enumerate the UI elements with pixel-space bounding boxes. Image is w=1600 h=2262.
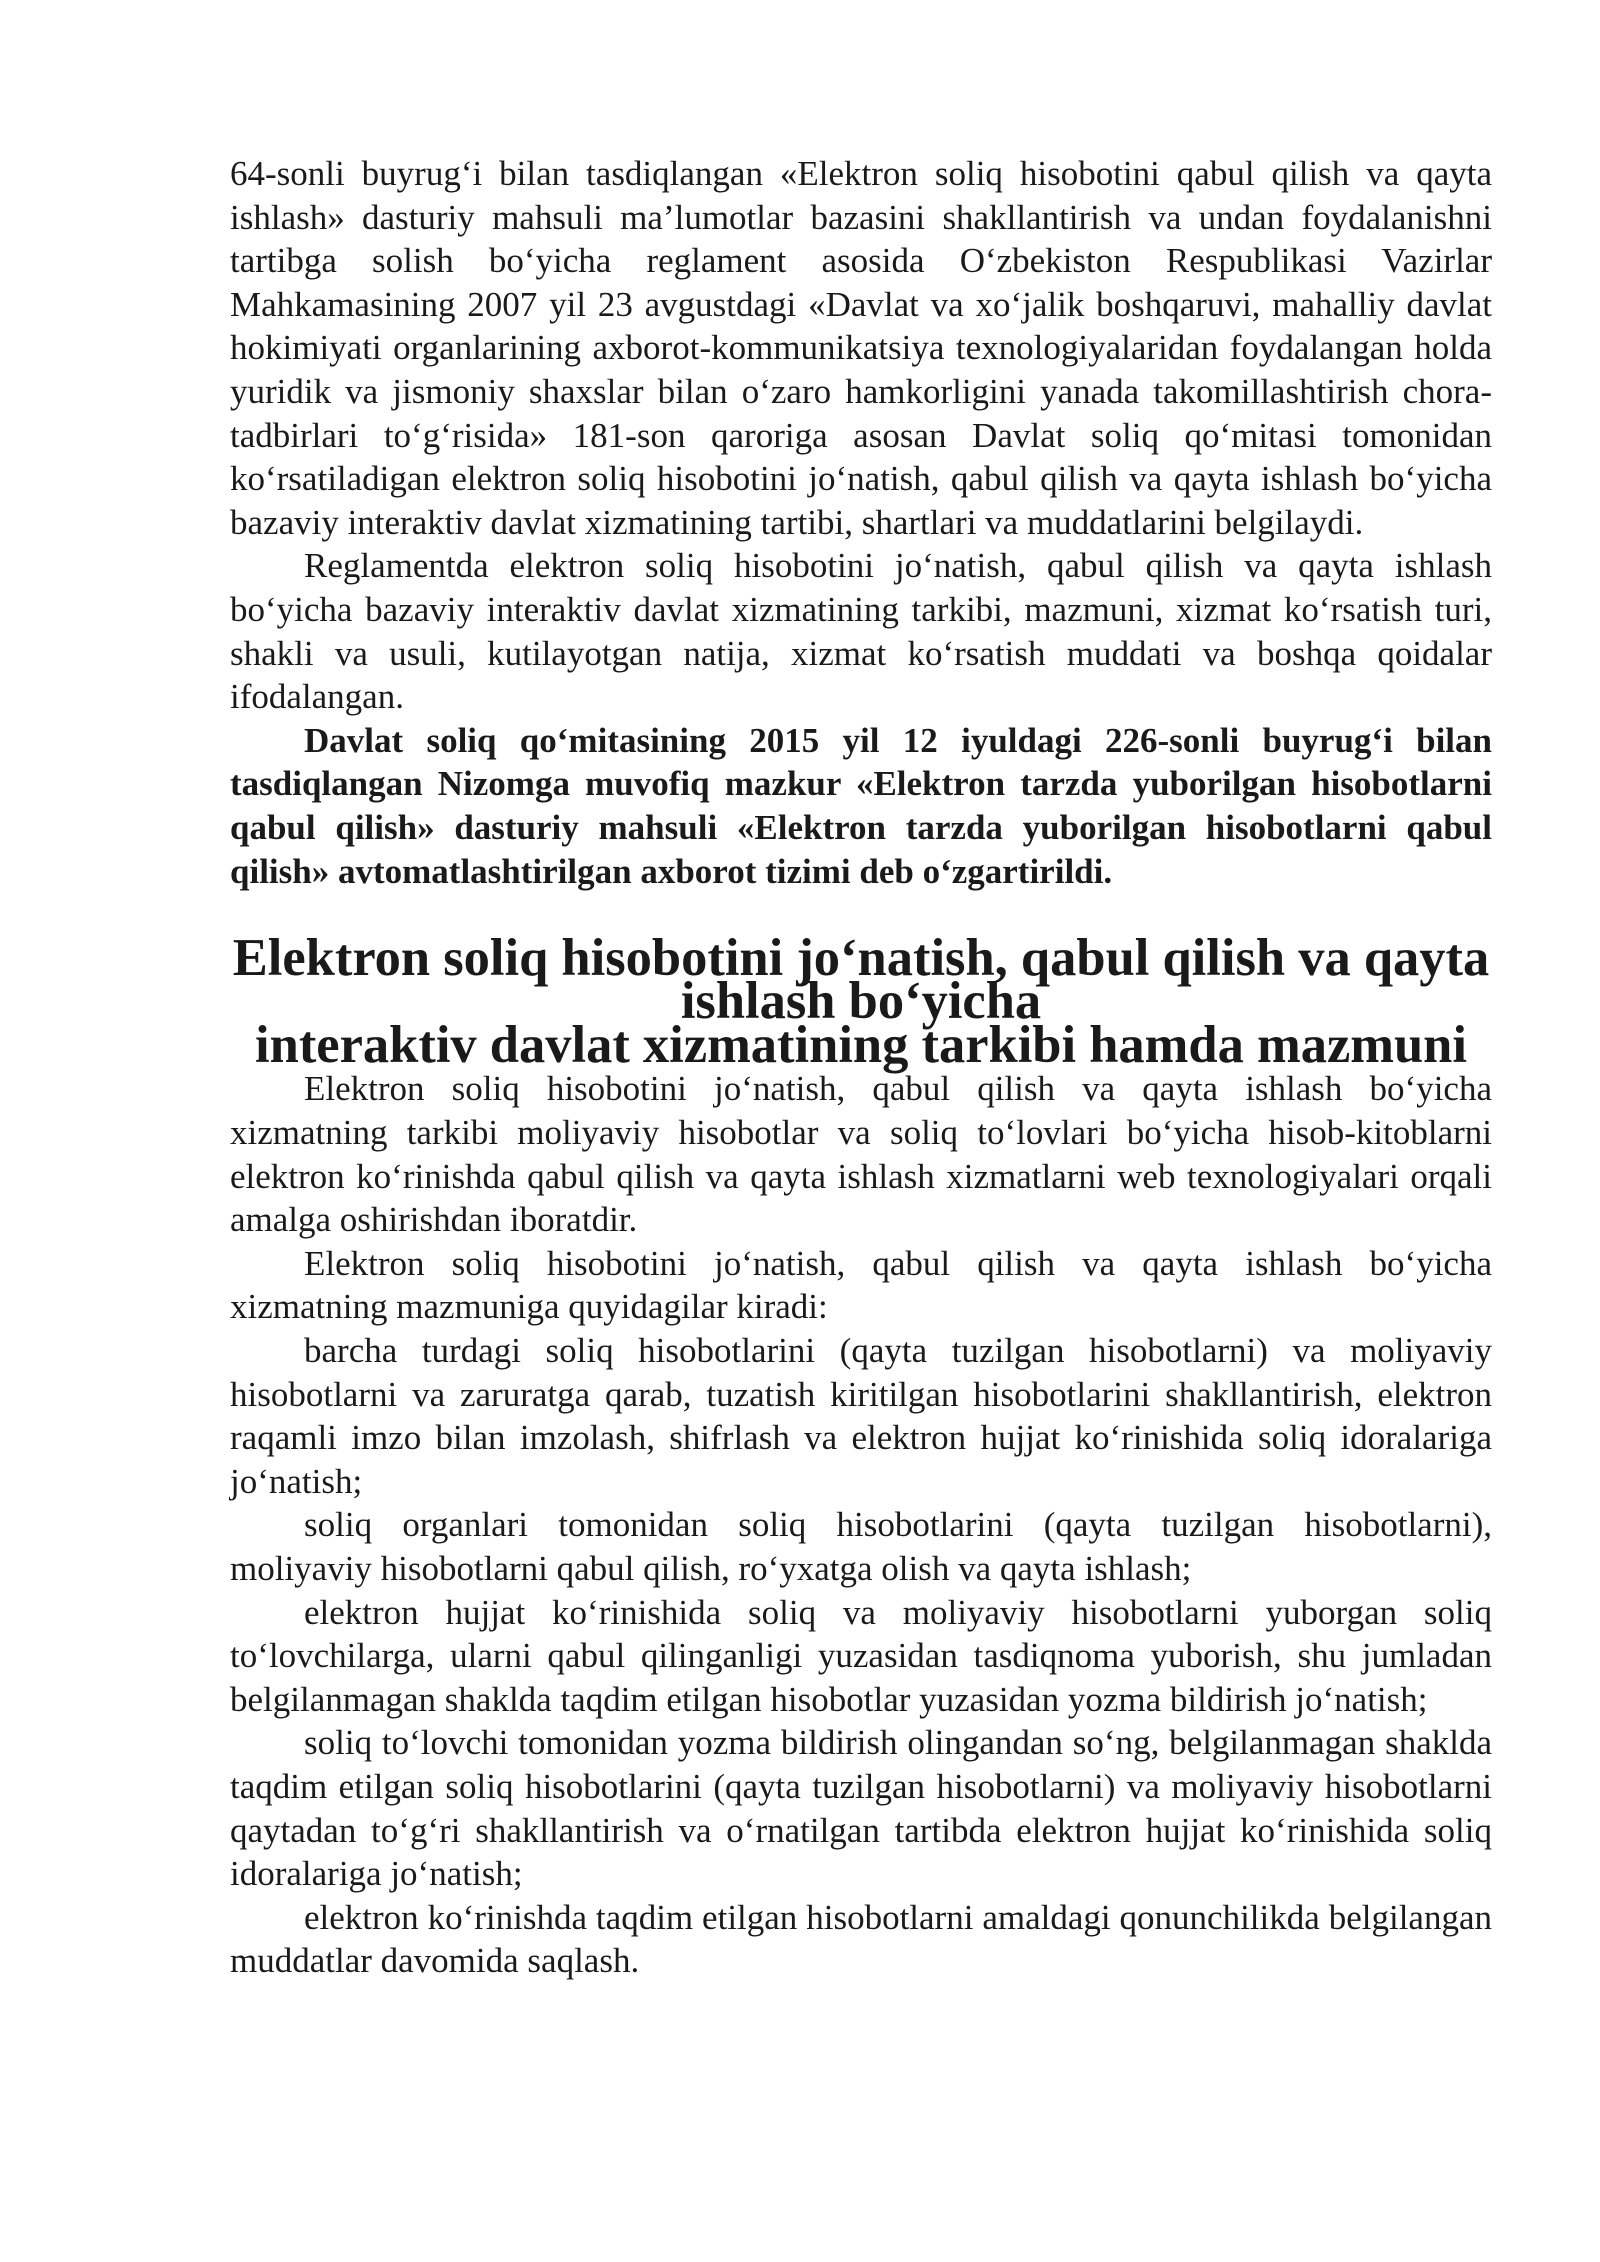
paragraph-service-composition: Elektron soliq hisobotini jo‘natish, qabul qilish va qayta ishlash bo‘yicha xizmatning tarkibi moliyaviy hisobotlar va soliq to‘lovlari bo‘yicha hisob-kitoblarni elektron ko‘rinishda qabul qilish va qayta ishlash xizmatlarni web texnologiyalari orqali amalga oshirishdan iboratdir. — [230, 1069, 1492, 1240]
section-heading-line-2: interaktiv davlat xizmatining tarkibi hamda mazmuni — [255, 1015, 1467, 1074]
document-page — [230, 152, 1492, 1983]
list-item-form-and-send: barcha turdagi soliq hisobotlarini (qayta tuzilgan hisobotlarni) va moliyaviy hisobotlarni va zaruratga qarab, tuzatish kiritilgan hisobotlarini shakllantirish, elektron raqamli imzo bilan imzolash, shifrlash va elektron hujjat ko‘rinishida soliq idoralariga jo‘natish; — [230, 1331, 1492, 1501]
list-item-store-reports: elektron ko‘rinishda taqdim etilgan hisobotlarni amaldagi qonunchilikda belgilangan muddatlar davomida saqlash. — [230, 1897, 1492, 1981]
list-item-receive-and-register: soliq organlari tomonidan soliq hisobotlarini (qayta tuzilgan hisobotlarni), moliyaviy hisobotlarni qabul qilish, ro‘yxatga olish va qayta ishlash; — [230, 1505, 1492, 1588]
list-item-send-confirmation: elektron hujjat ko‘rinishida soliq va moliyaviy hisobotlarni yuborgan soliq to‘lovchilarga, ularni qabul qilinganligi yuzasidan tasdiqnoma yuborish, shu jumladan belgilanmagan shaklda taqdim etilgan hisobotlar yuzasidan yozma bildirish jo‘natish; — [230, 1592, 1492, 1719]
list-item-resubmit-reports: soliq to‘lovchi tomonidan yozma bildirish olingandan so‘ng, belgilanmagan shaklda taqdim etilgan soliq hisobotlarini (qayta tuzilgan hisobotlarni) va moliyaviy hisobotlarni qaytadan to‘g‘ri shakllantirish va o‘rnatilgan tartibda elektron hujjat ko‘rinishida soliq idoralariga jo‘natish; — [230, 1723, 1492, 1894]
paragraph-reglament-basis: 64-sonli buyrug‘i bilan tasdiqlangan «Elektron soliq hisobotini qabul qilish va qayta ishlash» dasturiy mahsuli ma’lumotlar bazasini shakllantirish va undan foydalanishni tartibga solish bo‘yicha reglament asosida O‘zbekiston Respublikasi Vazirlar Mahkamasining 2007 yil 23 avgustdagi «Davlat va xo‘jalik boshqaruvi, mahalliy davlat hokimiyati organlarining axborot-kommunikatsiya texnologiyalaridan foydalangan holda yuridik va jismoniy shaxslar bilan o‘zaro hamkorligini yanada takomillashtirish chora-tadbirlari to‘g‘risida» 181-son qaroriga asosan Davlat soliq qo‘mitasi tomonidan ko‘rsatiladigan elektron soliq hisobotini jo‘natish, qabul qilish va qayta ishlash bo‘yicha bazaviy interaktiv davlat xizmatining tartibi, shartlari va muddatlarini belgilaydi. — [230, 154, 1492, 542]
paragraph-renaming-note: Davlat soliq qo‘mitasining 2015 yil 12 iyuldagi 226-sonli buyrug‘i bilan tasdiqlangan Nizomga muvofiq mazkur «Elektron tarzda yuborilgan hisobotlarni qabul qilish» dasturiy mahsuli «Elektron tarzda yuborilgan hisobotlarni qabul qilish» avtomatlashtirilgan axborot tizimi deb o‘zgartirildi. — [230, 720, 1492, 891]
paragraph-reglament-contents: Reglamentda elektron soliq hisobotini jo‘natish, qabul qilish va qayta ishlash bo‘yicha bazaviy interaktiv davlat xizmatining tarkibi, mazmuni, xizmat ko‘rsatish turi, shakli va usuli, kutilayotgan natija, xizmat ko‘rsatish muddati va boshqa qoidalar ifodalangan. — [230, 546, 1492, 717]
paragraph-service-content-intro: Elektron soliq hisobotini jo‘natish, qabul qilish va qayta ishlash bo‘yicha xizmatning mazmuniga quyidagilar kiradi: — [230, 1243, 1492, 1327]
section-heading — [230, 928, 1492, 1074]
section-heading-line-1: Elektron soliq hisobotini jo‘natish, qabul qilish va qayta ishlash bo‘yicha — [232, 928, 1490, 1031]
